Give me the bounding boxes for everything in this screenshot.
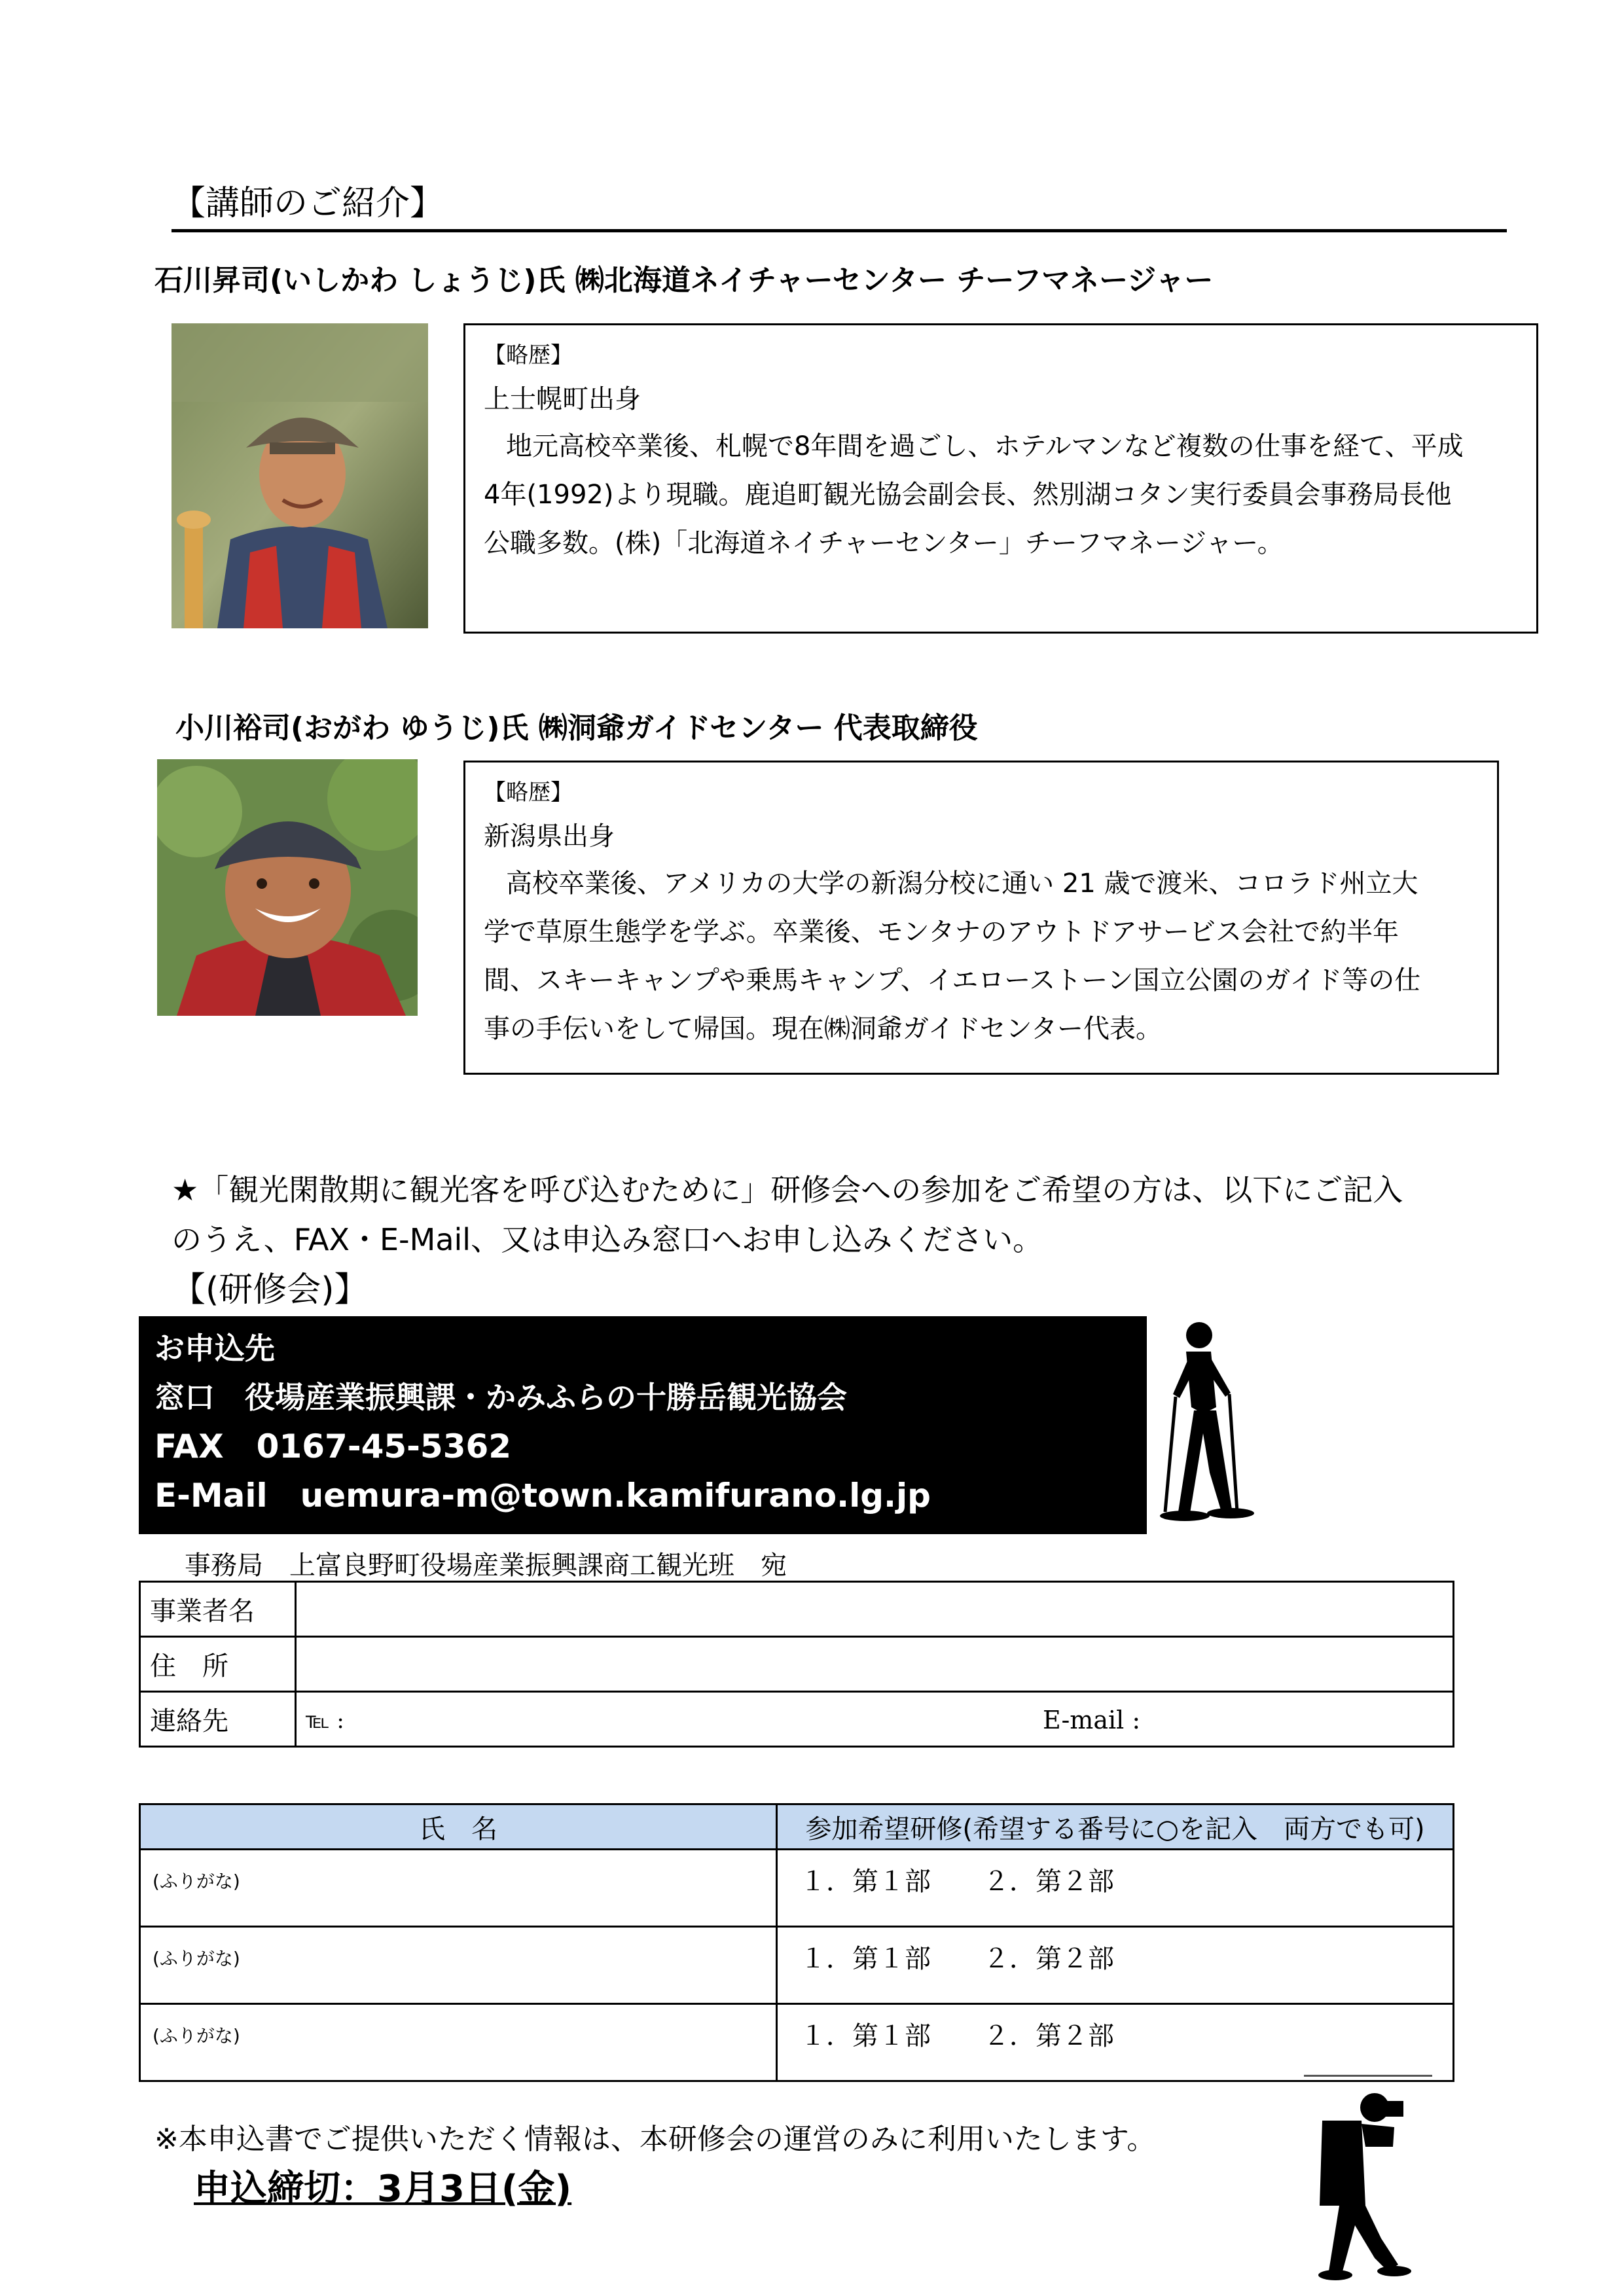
bio-text: [484, 859, 1481, 1053]
contact-window: 窓口 役場産業振興課・かみふらの十勝岳観光協会: [154, 1380, 847, 1415]
bio-line: 高校卒業後、アメリカの大学の新潟分校に通い 21 歳で渡米、コロラド州立大: [506, 869, 1418, 899]
contact-field[interactable]: [296, 1692, 1454, 1747]
bio-heading: 【略歴】: [484, 342, 573, 368]
bio-heading: 【略歴】: [484, 780, 573, 806]
section-title: 【講師のご紹介】: [171, 184, 444, 223]
table-row: [140, 1582, 1454, 1637]
notice-line: のうえ、FAX・E-Mail、又は申込み窓口へお申し込みください。: [171, 1222, 1043, 1257]
notice-line: ★「観光閑散期に観光客を呼び込むために」研修会への参加をご希望の方は、以下にご記入: [171, 1172, 1403, 1208]
participant-name-field[interactable]: (ふりがな): [140, 1927, 777, 2004]
bio-line: 公職多数。(株)「北海道ネイチャーセンター」チーフマネージャー。: [484, 528, 1284, 558]
instructor-2-bio-box: [463, 761, 1499, 1075]
hiker-silhouette-image: [1139, 1316, 1263, 1532]
instructor-1-photo: [171, 323, 428, 628]
bio-line: 4年(1992)より現職。鹿追町観光協会副会長、然別湖コタン実行委員会事務局長他: [484, 480, 1452, 510]
table-row: [140, 1637, 1454, 1692]
seminar-subtitle: 【(研修会)】: [171, 1270, 369, 1310]
name-column-header: 氏 名: [140, 1804, 777, 1850]
bio-line: 事の手伝いをして帰国。現在㈱洞爺ガイドセンター代表。: [484, 1014, 1162, 1044]
instructor-2-name: 小川裕司(おがわ ゆうじ)氏 ㈱洞爺ガイドセンター 代表取締役: [175, 711, 978, 745]
section-divider: [171, 229, 1507, 232]
address-field[interactable]: [296, 1637, 1454, 1692]
contact-block: [139, 1316, 1147, 1534]
session-options[interactable]: １．第１部 ２．第２部: [777, 2004, 1454, 2081]
bio-text: [484, 422, 1521, 567]
table-header-row: [140, 1804, 1454, 1850]
bio-line: 間、スキーキャンプや乗馬キャンプ、イエローストーン国立公園のガイド等の仕: [484, 965, 1421, 996]
contact-fax: FAX 0167-45-5362: [154, 1427, 512, 1465]
bio-origin: 新潟県出身: [484, 821, 615, 852]
business-name-field[interactable]: [296, 1582, 1454, 1637]
table-row: [140, 1850, 1454, 1927]
session-options[interactable]: １．第１部 ２．第２部: [777, 1927, 1454, 2004]
contact-email: E-Mail uemura-m@town.kamifurano.lg.jp: [154, 1477, 931, 1515]
tel-label: ℡ :: [306, 1707, 344, 1734]
contact-label: 連絡先: [140, 1692, 296, 1747]
participant-name-field[interactable]: (ふりがな): [140, 1850, 777, 1927]
photographer-silhouette-image: [1303, 2075, 1434, 2284]
session-column-header: 参加希望研修(希望する番号に○を記入 両方でも可): [777, 1804, 1454, 1850]
privacy-note: ※本申込書でご提供いただく情報は、本研修会の運営のみに利用いたします。: [154, 2123, 1156, 2156]
participants-table: [139, 1803, 1454, 2082]
bio-origin: 上士幌町出身: [484, 384, 641, 414]
contact-heading: お申込先: [154, 1331, 275, 1366]
deadline-note: 申込締切：3月3日(金): [194, 2168, 572, 2210]
participant-name-field[interactable]: (ふりがな): [140, 2004, 777, 2081]
table-row: [140, 2004, 1454, 2081]
bio-line: 地元高校卒業後、札幌で8年間を過ごし、ホテルマンなど複数の仕事を経て、平成: [506, 431, 1464, 461]
email-label: E-mail :: [1043, 1706, 1141, 1734]
instructor-1-name: 石川昇司(いしかわ しょうじ)氏 ㈱北海道ネイチャーセンター チーフマネージャー: [154, 264, 1214, 297]
address-label: 住 所: [140, 1637, 296, 1692]
office-line: 事務局 上富良野町役場産業振興課商工観光班 宛: [185, 1551, 787, 1581]
instructor-2-photo: [157, 759, 418, 1016]
application-notice: [171, 1165, 1513, 1265]
bio-line: 学で草原生態学を学ぶ。卒業後、モンタナのアウトドアサービス会社で約半年: [484, 917, 1399, 947]
table-row: [140, 1927, 1454, 2004]
session-options[interactable]: １．第１部 ２．第２部: [777, 1850, 1454, 1927]
table-row: [140, 1692, 1454, 1747]
business-name-label: 事業者名: [140, 1582, 296, 1637]
instructor-1-bio-box: [463, 323, 1538, 634]
applicant-info-table: [139, 1581, 1454, 1748]
